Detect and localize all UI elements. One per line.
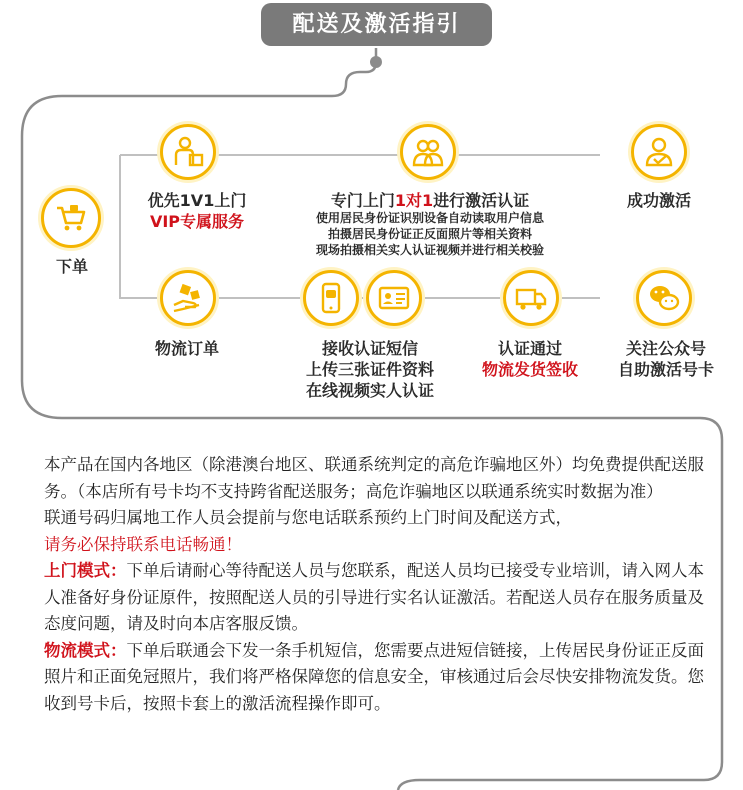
step-logistics-label: 物流订单 <box>154 339 219 358</box>
step-activate-line-1: 使用居民身份证识别设备自动读取用户信息 <box>315 211 544 225</box>
step-door-vip: VIP专属服务 <box>149 212 245 231</box>
step-ship-red: 物流发货签收 <box>481 360 578 379</box>
step-wechat-label-2: 自助激活号卡 <box>617 360 714 379</box>
phone-message-icon <box>303 270 359 326</box>
step-door-label: 优先1V1上门 <box>147 191 247 210</box>
step-sms-line-1: 接收认证短信 <box>321 339 418 358</box>
description-p2: 联通号码归属地工作人员会提前与您电话联系预约上门时间及配送方式， 请务必保持联系电话畅通！ <box>44 508 572 554</box>
courier-icon <box>160 124 216 180</box>
step-activate-title: 专门上门1对1进行激活认证 <box>330 191 530 210</box>
delivery-truck-icon <box>503 270 559 326</box>
step-wechat-label: 关注公众号 <box>625 339 706 358</box>
id-card-icon <box>366 270 422 326</box>
shopping-cart-icon <box>41 188 101 248</box>
user-check-icon <box>631 124 687 180</box>
package-hand-icon <box>160 270 216 326</box>
wechat-icon <box>636 270 692 326</box>
user-group-icon <box>400 124 456 180</box>
description-warning: 请务必保持联系电话畅通！ <box>44 534 242 554</box>
description-p1: 本产品在国内各地区（除港澳台地区、联通系统判定的高危诈骗地区外）均免费提供配送服务。（本店所有号卡均不支持跨省配送服务；高危诈骗地区以联通系统实时数据为准） <box>44 455 704 501</box>
step-activate-line-2: 拍摄居民身份证正反面照片等相关资料 <box>327 227 532 241</box>
step-ship-label: 认证通过 <box>497 339 562 358</box>
step-order-label: 下单 <box>55 257 88 276</box>
description-logistics-mode: 物流模式：下单后联通会下发一条手机短信，您需要点进短信链接，上传居民身份证正反面照片和正面免冠照片，我们将严格保障您的信息安全，审核通过后会尽快安排物流发货。您收到号卡后，按照卡套上的激活流程操作即可。 <box>44 640 704 713</box>
step-sms-line-3: 在线视频实人认证 <box>305 381 434 400</box>
page-title: 配送及激活指引 <box>261 3 492 46</box>
description <box>44 452 704 717</box>
description-door-mode: 上门模式：下单后请耐心等待配送人员与您联系，配送人员均已接受专业培训，请入网人本人准备好身份证原件，按照配送人员的引导进行实名认证激活。若配送人员存在服务质量及态度问题，请及时向本店客服反馈。 <box>44 561 704 633</box>
step-success-label: 成功激活 <box>626 191 691 210</box>
step-sms-line-2: 上传三张证件资料 <box>305 360 434 379</box>
step-activate-line-3: 现场拍摄相关实人认证视频并进行相关校验 <box>315 243 544 257</box>
